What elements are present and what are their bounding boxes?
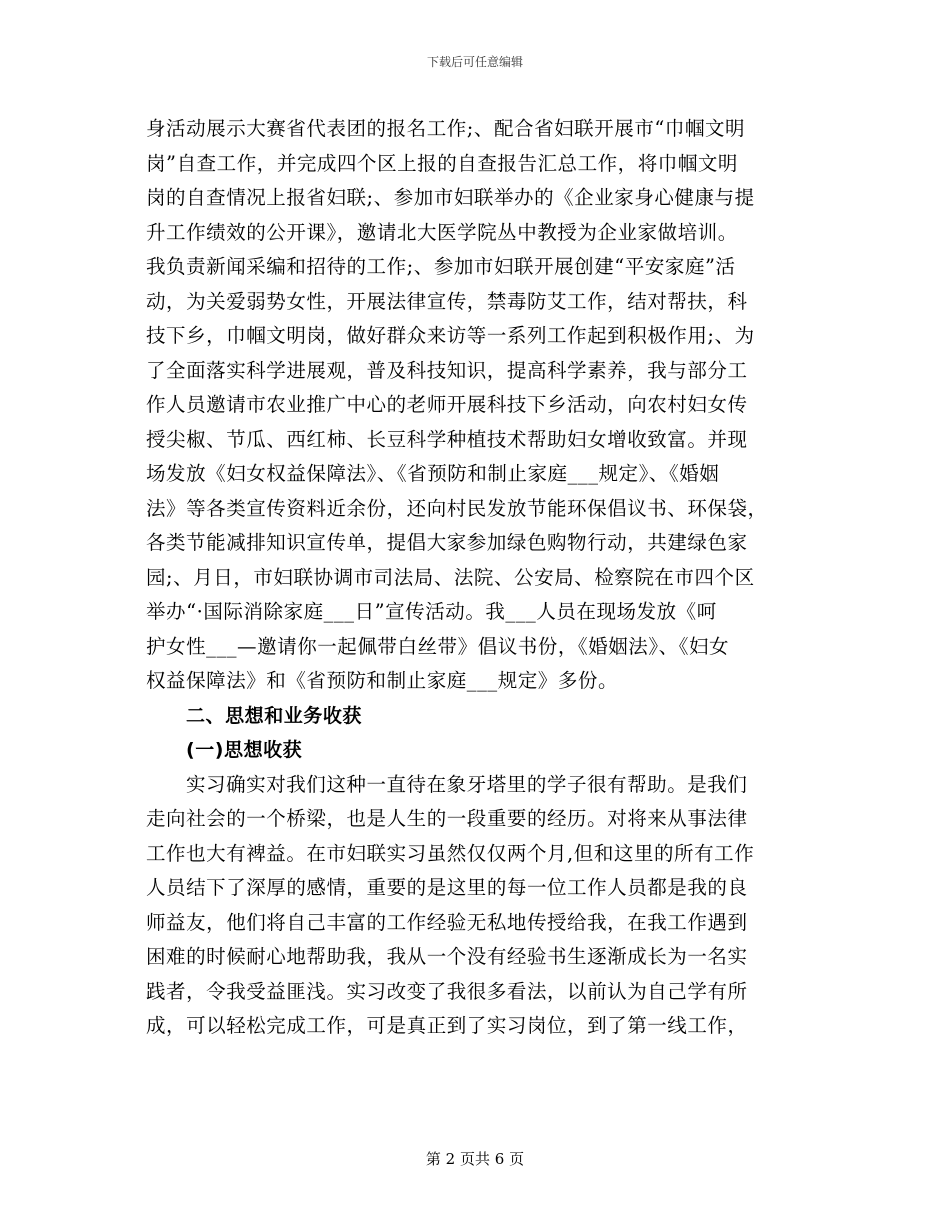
body-line: 作人员邀请市农业推广中心的老师开展科技下乡活动，向农村妇女传 xyxy=(146,393,748,416)
body-line: 护女性___—邀请你一起佩带白丝带》倡议书份，《婚姻法》、《妇女 xyxy=(146,634,730,658)
section-heading: 二、思想和业务收获 xyxy=(186,704,362,727)
body-line: 了全面落实科学进展观，普及科技知识，提高科学素养，我与部分工 xyxy=(146,358,748,382)
body-line: 法》等各类宣传资料近余份，还向村民发放节能环保倡议书、环保袋， xyxy=(146,496,768,520)
body-line: 师益友，他们将自己丰富的工作经验无私地传授给我，在我工作遇到 xyxy=(146,910,748,934)
body-line: 践者，令我受益匪浅。实习改变了我很多看法，以前认为自己学有所 xyxy=(146,979,748,1003)
body-line: 走向社会的一个桥梁，也是人生的一段重要的经历。对将来从事法律 xyxy=(146,807,748,830)
body-line: 升工作绩效的公开课》，邀请北大医学院丛中教授为企业家做培训。 xyxy=(146,220,738,244)
body-line: 岗”自查工作，并完成四个区上报的自查报告汇总工作，将巾帼文明 xyxy=(146,151,738,175)
subsection-heading: (一)思想收获 xyxy=(186,739,303,761)
body-line: 困难的时候耐心地帮助我，我从一个没有经验书生逐渐成长为一名实 xyxy=(146,945,748,968)
body-line: 工作也大有裨益。在市妇联实习虽然仅仅两个月,但和这里的所有工作 xyxy=(146,841,755,865)
body-line: 技下乡，巾帼文明岗，做好群众来访等一系列工作起到积极作用;、为 xyxy=(146,324,755,347)
body-line: 成，可以轻松完成工作，可是真正到了实习岗位，到了第一线工作， xyxy=(146,1014,748,1037)
body-line: 实习确实对我们这种一直待在象牙塔里的学子很有帮助。是我们 xyxy=(186,772,748,796)
body-line: 权益保障法》和《省预防和制止家庭___规定》多份。 xyxy=(146,669,619,692)
body-line: 授尖椒、节瓜、西红柿、长豆科学种植技术帮助妇女增收致富。并现 xyxy=(146,427,748,451)
page-header: 下载后可任意编辑 xyxy=(426,55,523,69)
body-line: 园;、月日，市妇联协调市司法局、法院、公安局、检察院在市四个区 xyxy=(146,565,755,589)
body-line: 身活动展示大赛省代表团的报名工作;、配合省妇联开展市“巾帼文明 xyxy=(146,117,746,140)
body-line: 各类节能减排知识宣传单，提倡大家参加绿色购物行动，共建绿色家 xyxy=(146,531,748,554)
document-body xyxy=(146,112,810,1044)
body-line: 人员结下了深厚的感情，重要的是这里的每一位工作人员都是我的良 xyxy=(146,876,748,899)
body-line: 我负责新闻采编和招待的工作;、参加市妇联开展创建“平安家庭”活 xyxy=(146,255,736,278)
body-line: 举办“·国际消除家庭___日”宣传活动。我___人员在现场发放《呵 xyxy=(146,600,717,623)
body-line: 场发放《妇女权益保障法》、《省预防和制止家庭___规定》、《婚姻 xyxy=(146,462,720,485)
page-footer: 第 2 页共 6 页 xyxy=(425,1150,525,1168)
body-line: 动，为关爱弱势女性，开展法律宣传，禁毒防艾工作，结对帮扶，科 xyxy=(146,289,748,313)
body-line: 岗的自查情况上报省妇联;、参加市妇联举办的《企业家身心健康与提 xyxy=(146,186,755,209)
